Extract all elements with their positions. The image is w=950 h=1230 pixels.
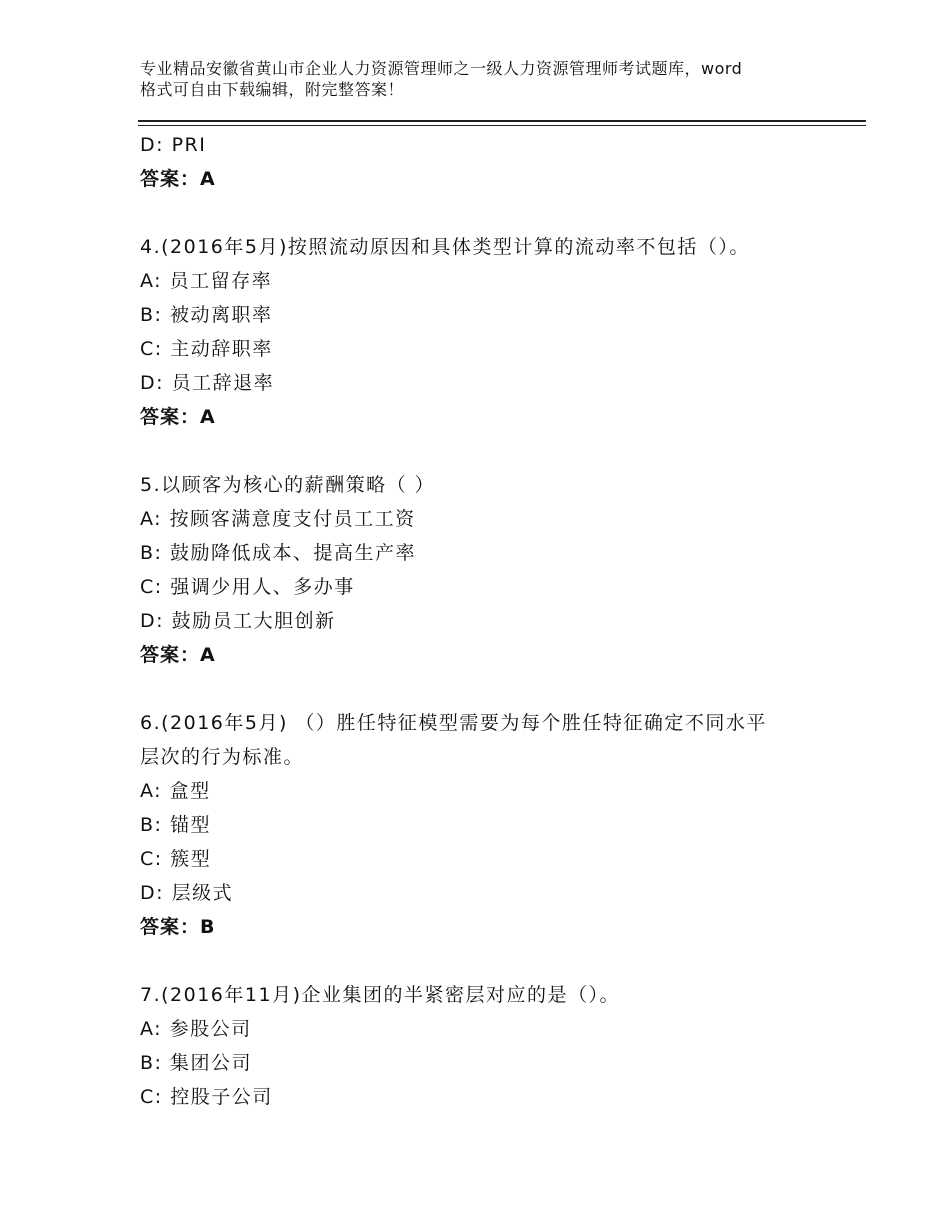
answer-label: 答案：B [140, 916, 216, 938]
option-c: C: 主动辞职率 [140, 338, 273, 360]
spacer [140, 672, 840, 706]
option-d: D: 员工辞退率 [140, 372, 275, 394]
option-a: A: 员工留存率 [140, 270, 273, 292]
option-a: A: 盒型 [140, 780, 211, 802]
option-b: B: 鼓励降低成本、提高生产率 [140, 542, 416, 564]
spacer [140, 434, 840, 468]
option-a: A: 按顾客满意度支付员工工资 [140, 508, 416, 530]
answer-label: 答案：A [140, 406, 216, 428]
question-content [140, 128, 840, 1114]
option-d: D: 层级式 [140, 882, 234, 904]
question-stem: 5.以顾客为核心的薪酬策略（ ） [140, 474, 436, 496]
answer-label: 答案：A [140, 168, 216, 190]
option-d: D: PRI [140, 134, 207, 156]
option-b: B: 锚型 [140, 814, 211, 836]
header-line-2: 格式可自由下载编辑，附完整答案！ [140, 80, 405, 99]
question-stem-continued: 层次的行为标准。 [140, 746, 305, 768]
header-divider-thick [138, 120, 866, 122]
question-stem: 4.(2016年5月)按照流动原因和具体类型计算的流动率不包括（）。 [140, 236, 750, 258]
option-d: D: 鼓励员工大胆创新 [140, 610, 336, 632]
option-b: B: 集团公司 [140, 1052, 252, 1074]
answer-label: 答案：A [140, 644, 216, 666]
document-header [140, 58, 830, 100]
header-divider-thin [138, 125, 866, 126]
option-a: A: 参股公司 [140, 1018, 252, 1040]
spacer [140, 196, 840, 230]
spacer [140, 944, 840, 978]
option-c: C: 强调少用人、多办事 [140, 576, 355, 598]
option-c: C: 控股子公司 [140, 1086, 273, 1108]
option-b: B: 被动离职率 [140, 304, 273, 326]
question-stem: 7.(2016年11月)企业集团的半紧密层对应的是（）。 [140, 984, 620, 1006]
option-c: C: 簇型 [140, 848, 212, 870]
header-line-1: 专业精品安徽省黄山市企业人力资源管理师之一级人力资源管理师考试题库，word [140, 59, 743, 78]
question-stem: 6.(2016年5月) （）胜任特征模型需要为每个胜任特征确定不同水平 [140, 712, 767, 734]
